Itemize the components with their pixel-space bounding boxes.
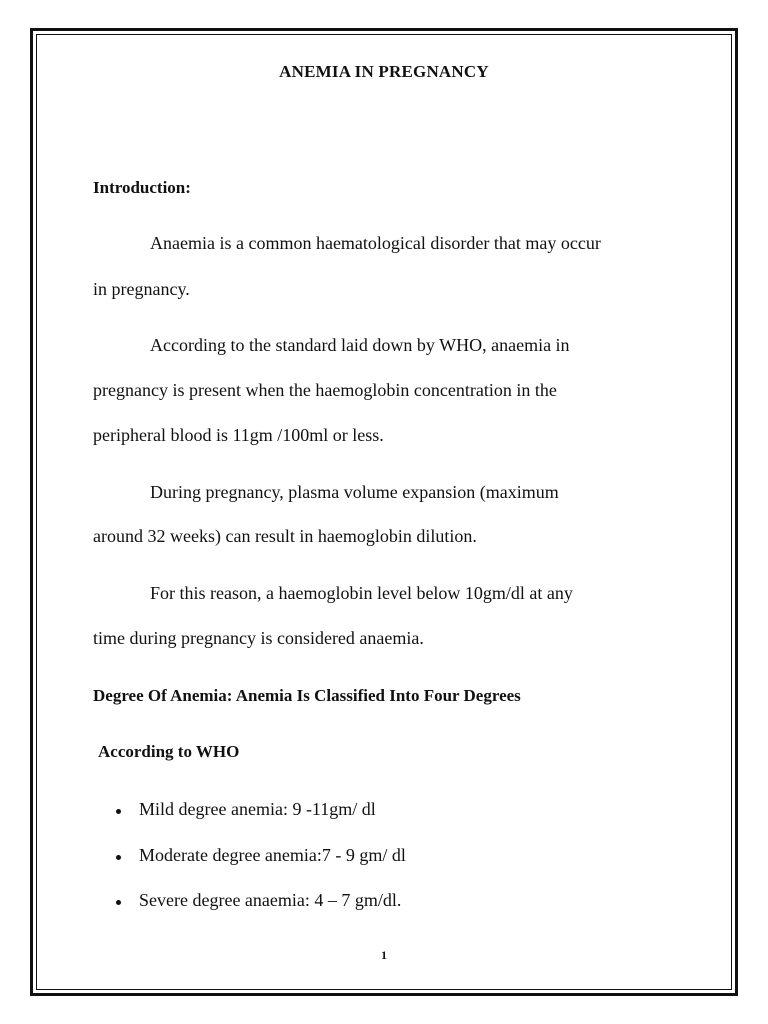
introduction-heading: Introduction: xyxy=(93,178,191,197)
bullet-item-moderate: Moderate degree anemia:7 - 9 gm/ dl xyxy=(139,845,406,865)
paragraph-1-line-1: Anaemia is a common haematological disorder that may occur xyxy=(150,233,601,253)
paragraph-2-line-1: According to the standard laid down by WHO, anaemia in xyxy=(150,335,570,355)
bullet-dot xyxy=(116,809,121,814)
paragraph-2-line-3: peripheral blood is 11gm /100ml or less. xyxy=(93,425,384,445)
paragraph-3-line-1: During pregnancy, plasma volume expansion (maximum xyxy=(150,482,559,502)
page-title: ANEMIA IN PREGNANCY xyxy=(279,62,489,81)
paragraph-2-line-2: pregnancy is present when the haemoglobin concentration in the xyxy=(93,380,557,400)
degree-heading: Degree Of Anemia: Anemia Is Classified Into Four Degrees xyxy=(93,686,521,705)
paragraph-1-line-2: in pregnancy. xyxy=(93,279,190,299)
bullet-item-severe: Severe degree anaemia: 4 – 7 gm/dl. xyxy=(139,890,402,910)
paragraph-4-line-1: For this reason, a haemoglobin level below 10gm/dl at any xyxy=(150,583,573,603)
bullet-item-mild: Mild degree anemia: 9 -11gm/ dl xyxy=(139,799,376,819)
page-number: 1 xyxy=(381,948,387,962)
paragraph-3-line-2: around 32 weeks) can result in haemoglobin dilution. xyxy=(93,526,477,546)
paragraph-4-line-2: time during pregnancy is considered anaemia. xyxy=(93,628,424,648)
bullet-dot xyxy=(116,900,121,905)
bullet-dot xyxy=(116,855,121,860)
degree-subheading: According to WHO xyxy=(98,742,240,761)
